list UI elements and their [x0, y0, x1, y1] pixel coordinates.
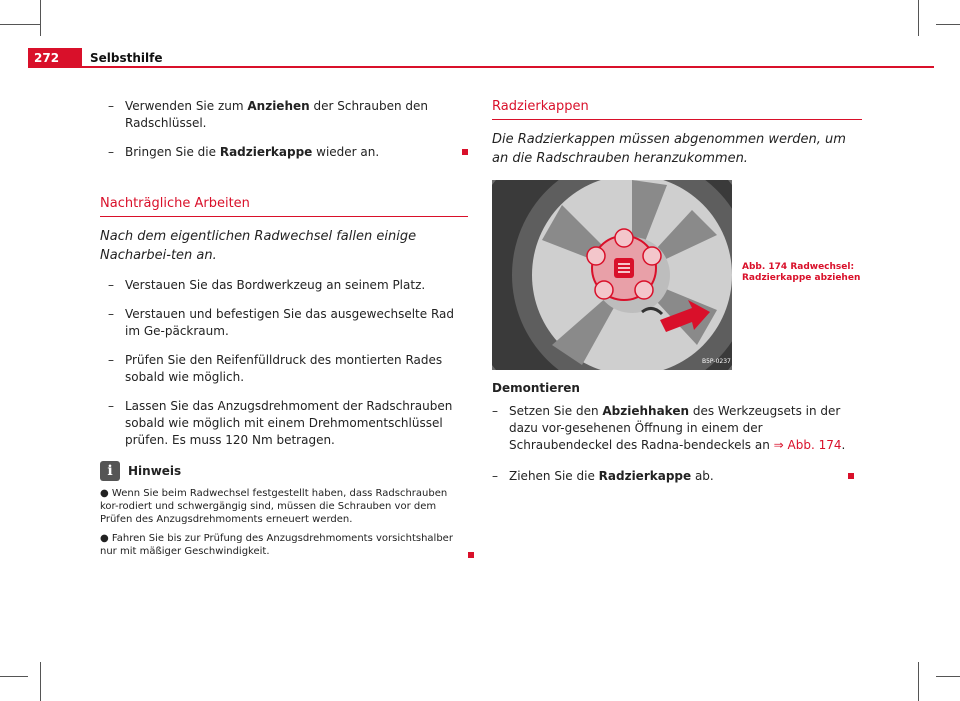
page-number: 272 [28, 48, 82, 68]
section-lead: Nach dem eigentlichen Radwechsel fallen einige Nacharbei-ten an. [100, 229, 417, 263]
subheading: Demontieren [492, 381, 580, 395]
crop-mark [0, 24, 40, 25]
list-item: – Verstauen und befestigen Sie das ausgewechselte Rad im Ge-päckraum. [108, 306, 468, 340]
figure-code: B5P-0237 [702, 358, 731, 365]
figure-wheel-cover [492, 180, 732, 370]
list-item: – Verwenden Sie zum Anziehen der Schrauben den Radschlüssel. [108, 98, 468, 132]
section-lead: Die Radzierkappen müssen abgenommen werden, um an die Radschrauben heranzukommen. [492, 132, 846, 166]
section-heading: Radzierkappen [492, 98, 862, 120]
header-rule [28, 66, 934, 68]
crop-mark [936, 676, 960, 677]
crop-mark [40, 662, 41, 701]
end-mark-icon [462, 149, 468, 155]
crop-mark [0, 676, 28, 677]
note-item: ● Fahren Sie bis zur Prüfung des Anzugsdrehmoments vorsichtshalber nur mit mäßiger Geschwindigkeit. [100, 532, 468, 558]
figure-reference-link[interactable]: ⇒ Abb. 174 [773, 438, 842, 452]
crop-mark [918, 662, 919, 701]
list-item: – Setzen Sie den Abziehhaken des Werkzeugsets in der dazu vor-gesehenen Öffnung in einem der Schraubendeckel des Radna-bendeckels an ⇒ Abb. 174. [492, 403, 862, 454]
end-mark-icon [848, 473, 854, 479]
list-item: – Lassen Sie das Anzugsdrehmoment der Radschrauben sobald wie möglich mit einem Drehmomentschlüssel prüfen. Es muss 120 Nm betragen. [108, 398, 468, 449]
list-item: – Bringen Sie die Radzierkappe wieder an. [108, 144, 468, 161]
wheel-illustration [492, 180, 732, 370]
end-mark-icon [468, 552, 474, 558]
section-title: Selbsthilfe [90, 51, 163, 65]
figure-caption: Abb. 174 Radwechsel: Radzierkappe abziehen [742, 262, 861, 283]
right-column [492, 98, 862, 497]
info-icon: i [100, 461, 120, 481]
list-item: – Ziehen Sie die Radzierkappe ab. [492, 468, 862, 485]
crop-mark [936, 24, 960, 25]
left-column [100, 98, 468, 564]
crop-mark [918, 0, 919, 36]
list-item: – Prüfen Sie den Reifenfülldruck des montierten Rades sobald wie möglich. [108, 352, 468, 386]
section-heading: Nachträgliche Arbeiten [100, 195, 468, 217]
list-item: – Verstauen Sie das Bordwerkzeug an seinem Platz. [108, 277, 468, 294]
crop-mark [40, 0, 41, 36]
note-title: Hinweis [128, 463, 182, 478]
note-header [100, 461, 468, 481]
note-item: ● Wenn Sie beim Radwechsel festgestellt haben, dass Radschrauben kor-rodiert und schwergängig sind, müssen die Schrauben vor dem Prüfen des Anzugsdrehmoments erneuert werden. [100, 488, 448, 525]
